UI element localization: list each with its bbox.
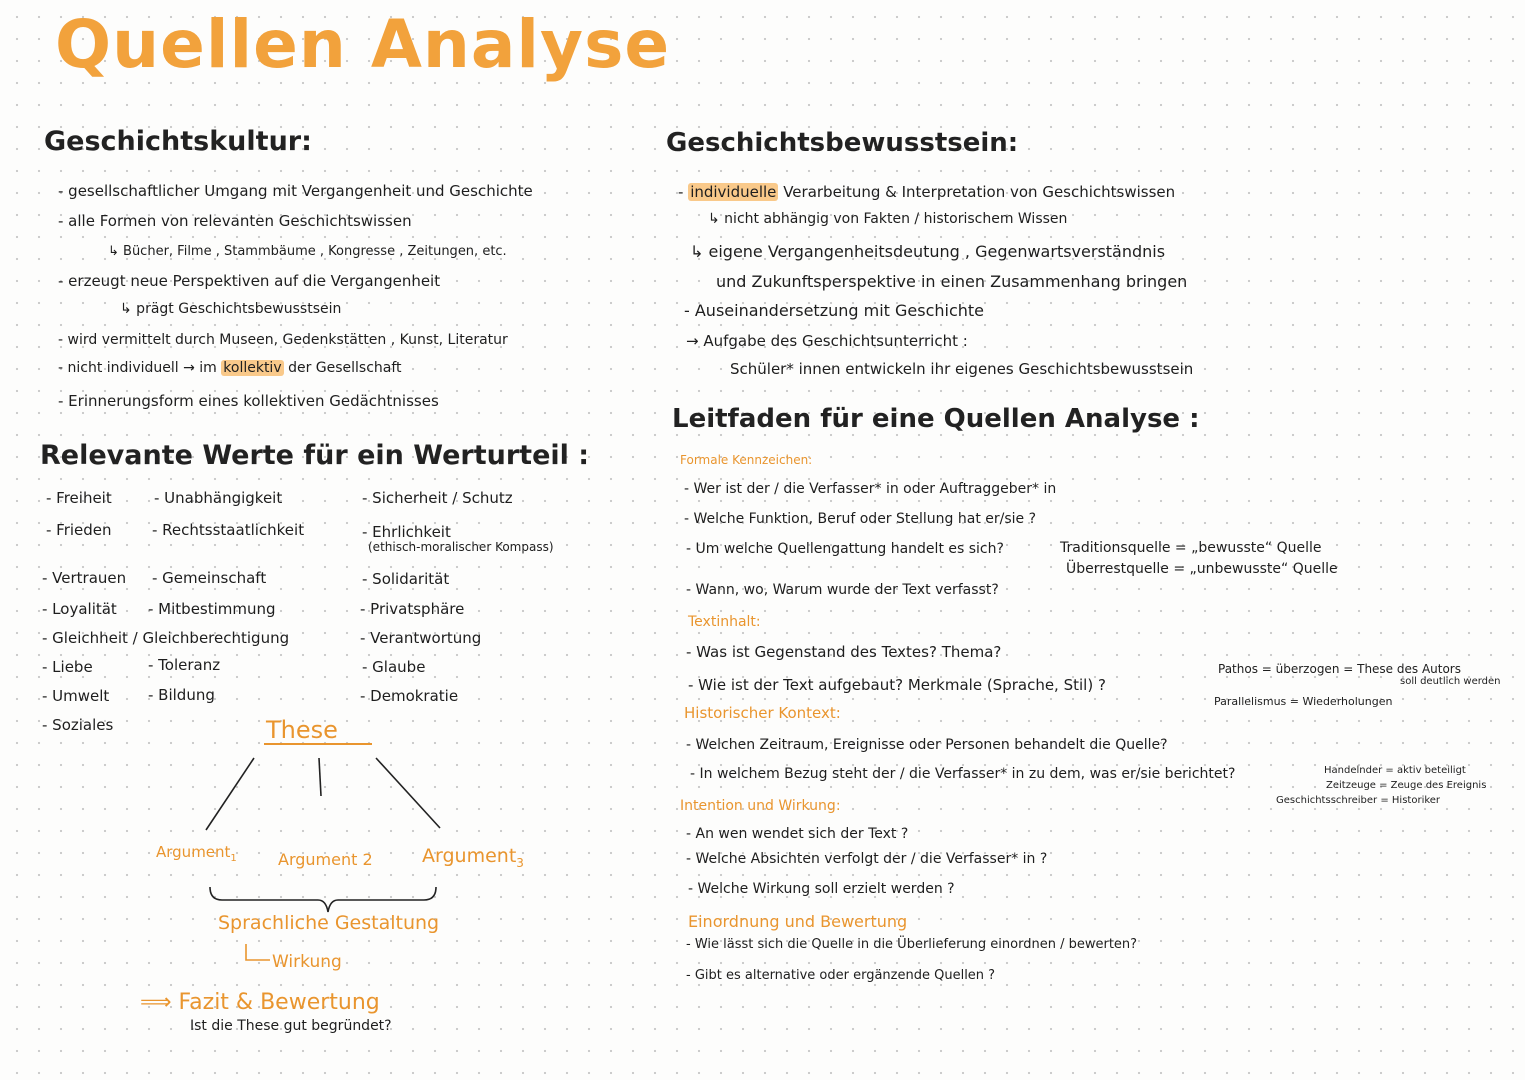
wert-solidaritaet: - Solidarität xyxy=(362,570,450,588)
diagram-fazit: ⟹ Fazit & Bewertung xyxy=(140,990,380,1015)
wert-freiheit: - Freiheit xyxy=(46,489,112,507)
wert-umwelt: - Umwelt xyxy=(42,687,110,705)
heading-bewusstsein: Geschichtsbewusstsein: xyxy=(666,128,1019,158)
wert-mitbestimmung: - Mitbestimmung xyxy=(148,600,276,618)
wert-rechtsstaatlichkeit: - Rechtsstaatlichkeit xyxy=(152,521,305,539)
diagram-argument-1: Argument$_1$ xyxy=(156,843,237,864)
label-einordnung: Einordnung und Bewertung xyxy=(688,912,908,931)
textinhalt-pathos-2: soll deutlich werden xyxy=(1400,676,1501,687)
wert-ehrlichkeit: - Ehrlichkeit xyxy=(362,523,451,541)
intention-item-1: - An wen wendet sich der Text ? xyxy=(686,826,909,842)
diagram-argument-3: Argument$_3$ xyxy=(422,845,524,870)
einordnung-item-1: - Wie lässt sich die Quelle in die Überlieferung einordnen / bewerten? xyxy=(686,937,1138,952)
wert-soziales: - Soziales xyxy=(42,716,114,734)
gk-nicht-pre: - nicht individuell → im xyxy=(58,360,217,376)
diagram-argument-2: Argument 2 xyxy=(278,850,373,869)
wert-verantwortung: - Verantwortung xyxy=(360,629,482,647)
historischer-note-2: Zeitzeuge = Zeuge des Ereignis xyxy=(1326,780,1487,791)
textinhalt-pathos: Pathos = überzogen = These des Autors xyxy=(1218,662,1461,676)
textinhalt-item-1: - Was ist Gegenstand des Textes? Thema? xyxy=(686,643,1002,661)
einordnung-item-2: - Gibt es alternative oder ergänzende Quellen ? xyxy=(686,968,996,983)
gb-line-7: Schüler* innen entwickeln ihr eigenes Geschichtsbewusstsein xyxy=(730,360,1194,378)
wert-unabhaengigkeit: - Unabhängigkeit xyxy=(154,489,283,507)
heading-werte: Relevante Werte für ein Werturteil : xyxy=(40,440,590,471)
historischer-item-1: - Welchen Zeitraum, Ereignisse oder Personen behandelt die Quelle? xyxy=(686,737,1168,753)
heading-leitfaden: Leitfaden für eine Quellen Analyse : xyxy=(672,404,1200,434)
wert-ehrlichkeit-note: (ethisch-moralischer Kompass) xyxy=(368,540,554,554)
diagram-wirkung: Wirkung xyxy=(272,952,342,972)
formale-item-4: - Wann, wo, Warum wurde der Text verfasst? xyxy=(686,582,999,598)
wert-frieden: - Frieden xyxy=(46,521,112,539)
gk-line-4: - erzeugt neue Perspektiven auf die Vergangenheit xyxy=(58,272,441,290)
wert-gemeinschaft: - Gemeinschaft xyxy=(152,569,267,587)
diagram-sprachliche: Sprachliche Gestaltung xyxy=(218,912,440,934)
wert-bildung: - Bildung xyxy=(148,686,215,704)
intention-item-2: - Welche Absichten verfolgt der / die Verfasser* in ? xyxy=(686,851,1048,867)
wert-sicherheit: - Sicherheit / Schutz xyxy=(362,489,513,507)
heading-geschichtskultur: Geschichtskultur: xyxy=(44,126,312,157)
wert-privatsphaere: - Privatsphäre xyxy=(360,600,465,618)
gb-individuelle-highlight: individuelle xyxy=(690,183,777,201)
diagram-these: These xyxy=(266,716,338,744)
formale-item-2: - Welche Funktion, Beruf oder Stellung hat er/sie ? xyxy=(684,511,1037,527)
wert-toleranz: - Toleranz xyxy=(148,656,221,674)
page-title: Quellen Analyse xyxy=(55,6,671,83)
textinhalt-item-2: - Wie ist der Text aufgebaut? Merkmale (Sprache, Stil) ? xyxy=(688,676,1106,694)
gb-line-6: → Aufgabe des Geschichtsunterricht : xyxy=(686,332,968,350)
gb-line-1: - individuelle Verarbeitung & Interpretation von Geschichtswissen xyxy=(678,183,1176,201)
wert-loyalitaet: - Loyalität xyxy=(42,600,117,618)
formale-tradition: Traditionsquelle = „bewusste“ Quelle xyxy=(1060,540,1322,556)
label-textinhalt: Textinhalt: xyxy=(688,614,761,630)
gk-kollektiv-highlight: kollektiv xyxy=(223,360,282,376)
diagram-question: Ist die These gut begründet? xyxy=(190,1018,392,1034)
formale-item-1: - Wer ist der / die Verfasser* in oder Auftraggeber* in xyxy=(684,481,1057,497)
gb-line-2: ↳ nicht abhängig von Fakten / historischem Wissen xyxy=(708,211,1068,227)
wert-demokratie: - Demokratie xyxy=(360,687,459,705)
label-intention: Intention und Wirkung: xyxy=(680,798,841,814)
historischer-note-3: Geschichtsschreiber = Historiker xyxy=(1276,795,1441,806)
intention-item-3: - Welche Wirkung soll erzielt werden ? xyxy=(688,881,955,897)
historischer-item-2: - In welchem Bezug steht der / die Verfasser* in zu dem, was er/sie berichtet? xyxy=(690,766,1236,782)
wert-vertrauen: - Vertrauen xyxy=(42,569,127,587)
wert-glaube: - Glaube xyxy=(362,658,426,676)
gk-line-1: - gesellschaftlicher Umgang mit Vergangenheit und Geschichte xyxy=(58,182,533,200)
gb-line-5: - Auseinandersetzung mit Geschichte xyxy=(684,301,985,320)
gk-line-5: ↳ prägt Geschichtsbewusstsein xyxy=(120,301,342,317)
gk-line-6: - wird vermittelt durch Museen, Gedenkstätten , Kunst, Literatur xyxy=(58,332,508,348)
gk-line-3: ↳ Bücher, Filme , Stammbäume , Kongresse , Zeitungen, etc. xyxy=(108,244,507,259)
gb-line-4: und Zukunftsperspektive in einen Zusammenhang bringen xyxy=(716,272,1188,291)
formale-ueberrest: Überrestquelle = „unbewusste“ Quelle xyxy=(1066,561,1338,577)
historischer-note-1: Handelnder = aktiv beteiligt xyxy=(1324,765,1466,776)
formale-item-3: - Um welche Quellengattung handelt es sich? xyxy=(686,541,1004,557)
gb-line-3: ↳ eigene Vergangenheitsdeutung , Gegenwartsverständnis xyxy=(690,242,1166,261)
gk-line-7: - Erinnerungsform eines kollektiven Gedächtnisses xyxy=(58,392,439,410)
label-historischer: Historischer Kontext: xyxy=(684,704,841,722)
gk-line-2: - alle Formen von relevanten Geschichtswissen xyxy=(58,212,412,230)
wert-gleichheit: - Gleichheit / Gleichberechtigung xyxy=(42,629,290,647)
wert-liebe: - Liebe xyxy=(42,658,93,676)
gk-nicht-post: der Gesellschaft xyxy=(288,360,402,376)
textinhalt-parallelismus: Parallelismus = Wiederholungen xyxy=(1214,695,1393,708)
label-formale: Formale Kennzeichen: xyxy=(680,453,813,467)
